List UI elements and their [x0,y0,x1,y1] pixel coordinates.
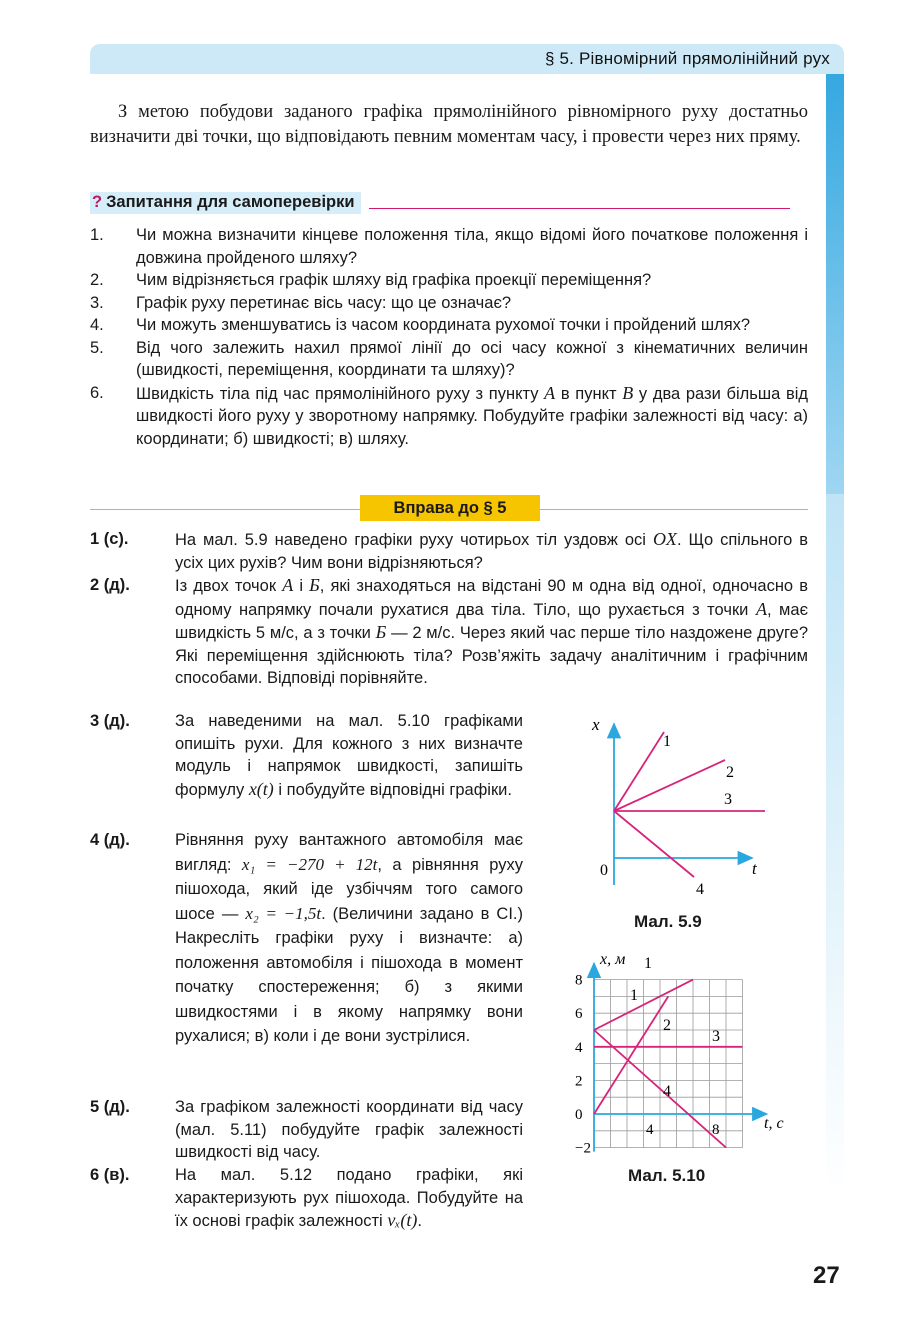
fig59-label-3: 3 [724,791,732,808]
questions-heading-label [90,192,361,214]
fig510-ytick: −2 [575,1140,591,1157]
running-header [90,44,844,74]
fig510-ytick: 4 [575,1039,583,1056]
figure-5-10 [560,948,800,1163]
question-number: 5. [90,338,104,357]
fig510-label-3: 3 [712,1028,720,1045]
question-text: Чи можна визначити кінцеве положення тіла, якщо відомі його початкове положення і довжина пройденого шляху? [136,226,808,267]
fig59-label-2: 2 [726,764,734,781]
question-text: Швидкість тіла під час прямолінійного руху з пункту A в пункт B у два рази більша від швидкості його руху у зворотному напрямку. Побудуйте графіки залежності від часу: а) координати; б) швидкості; в) шляху. [136,382,809,448]
exercise-number: 4 (д). [90,831,130,849]
questions-list [90,224,808,450]
exercise-number: 3 (д). [90,712,130,730]
question-text: Від чого залежить нахил прямої лінії до осі часу кожної з кінематичних величин (швидкості, переміщення, координати та шляху)? [136,338,808,379]
exercise-number: 6 (в). [90,1166,130,1184]
exercise-text: На мал. 5.9 наведено графіки руху чотирьох тіл уздовж осі OX. Що спільного в усіх цих рухів? Чим вони відрізняються? [175,529,809,572]
fig59-origin: 0 [600,862,608,879]
question-item [90,314,808,337]
fig510-ytick: 6 [575,1006,583,1023]
question-number: 6. [90,383,104,402]
exercise-number: 2 (д). [90,576,130,594]
exercise-text: За наведеними на мал. 5.10 графіками опишіть рухи. Для кожного з них визначте модуль і напрямок швидкості, запишіть формулу x(t) і побудуйте відповідні графіки. [175,712,523,799]
fig510-xlabel: t, с [764,1115,784,1132]
question-text: Чим відрізняється графік шляху від графіка проекції переміщення? [136,271,652,289]
question-number: 4. [90,316,104,334]
fig510-ytick: 0 [575,1107,583,1123]
exercise-number: 1 (с). [90,530,129,548]
question-item [90,224,808,269]
exercise-text: Рівняння руху вантажного автомобіля має вигляд: x₁ = −270 + 12t, а рівняння руху пішохода, який іде узбіччям того самого шосе — x₂ = −1,5t. (Величини задано в СІ.) Накресліть графіки руху і визначте: а) положення автомобіля і пішохода в момент початку спостереження; б) з якими швидкостями і в якому напрямку вони рухалися; в) коли і де вони зустрілися. [175,831,524,1045]
question-number: 3. [90,293,104,312]
fig510-ylabel: x, м [600,951,626,968]
exercise-text: На мал. 5.12 подано графіки, які характеризують рух пішохода. Побудуйте на їх основі графік залежності vₓ(t). [175,1166,523,1230]
header-title: § 5. Рівномірний прямолінійний рух [544,49,830,68]
fig510-axes [594,964,767,1152]
fig510-ytick: 8 [575,972,583,989]
questions-heading [90,190,790,214]
exercise-heading-label: Вправа до § 5 [360,495,540,521]
side-color-bar [826,74,844,494]
exercise-text: Із двох точок A і Б, які знаходяться на відстані 90 м одна від одної, одночасно в одному напрямку почали рухатися два тіла. Тіло, що рухається з точки A, має швидкість 5 м/с, а з точки Б — 2 м/с. Через який час перше тіло наздожене друге? Які переміщення здійснюють тіла? Розв’яжіть задачу аналітичним і графічним способами. Відповіді порівняйте. [175,575,809,687]
side-color-fade [826,494,844,1194]
question-item [90,269,808,292]
fig510-series-line-2 [594,996,668,1114]
question-text: Чи можуть зменшуватись із часом координата рухомої точки і пройдений шлях? [136,316,751,334]
question-number: 2. [90,271,104,289]
fig510-label-1: 1 [630,987,638,1004]
fig510-ticks [575,973,720,1157]
question-item [90,337,808,382]
fig59-xlabel: t [752,859,757,878]
question-item [90,382,808,451]
intro-paragraph: З метою побудови заданого графіка прямолінійного рівномірного руху достатньо визначити дві точки, що відповідають певним моментам часу, і провести через них пряму. [90,102,808,147]
fig510-label-4: 4 [663,1083,671,1100]
questions-heading-text: Запитання для самоперевірки [106,193,355,211]
fig59-label-1: 1 [663,733,671,750]
exercise-text: За графіком залежності координати від часу (мал. 5.11) побудуйте графік залежності швидкості від часу. [175,1098,523,1161]
page-number: 27 [813,1262,840,1289]
fig510-grid [594,980,743,1148]
fig59-line-4 [614,811,694,877]
question-item [90,292,808,315]
fig59-label-4: 4 [696,881,704,898]
figure-5-9 [580,710,780,900]
question-mark-icon: ? [92,193,103,211]
questions-heading-rule [369,208,790,209]
fig510-xtick: 8 [712,1122,720,1138]
exercise-heading [90,493,808,523]
question-number: 1. [90,226,104,244]
exercise-number: 5 (д). [90,1098,130,1116]
fig510-caption: Мал. 5.10 [628,1166,706,1185]
fig59-caption: Мал. 5.9 [634,912,702,931]
fig59-ylabel: x [592,715,600,734]
question-text: Графік руху перетинає вісь часу: що це означає? [136,293,512,312]
fig510-label-2: 2 [663,1017,671,1034]
fig510-label-1-top: 1 [644,955,652,972]
fig510-ytick: 2 [575,1073,583,1090]
fig510-xtick: 4 [646,1122,654,1138]
